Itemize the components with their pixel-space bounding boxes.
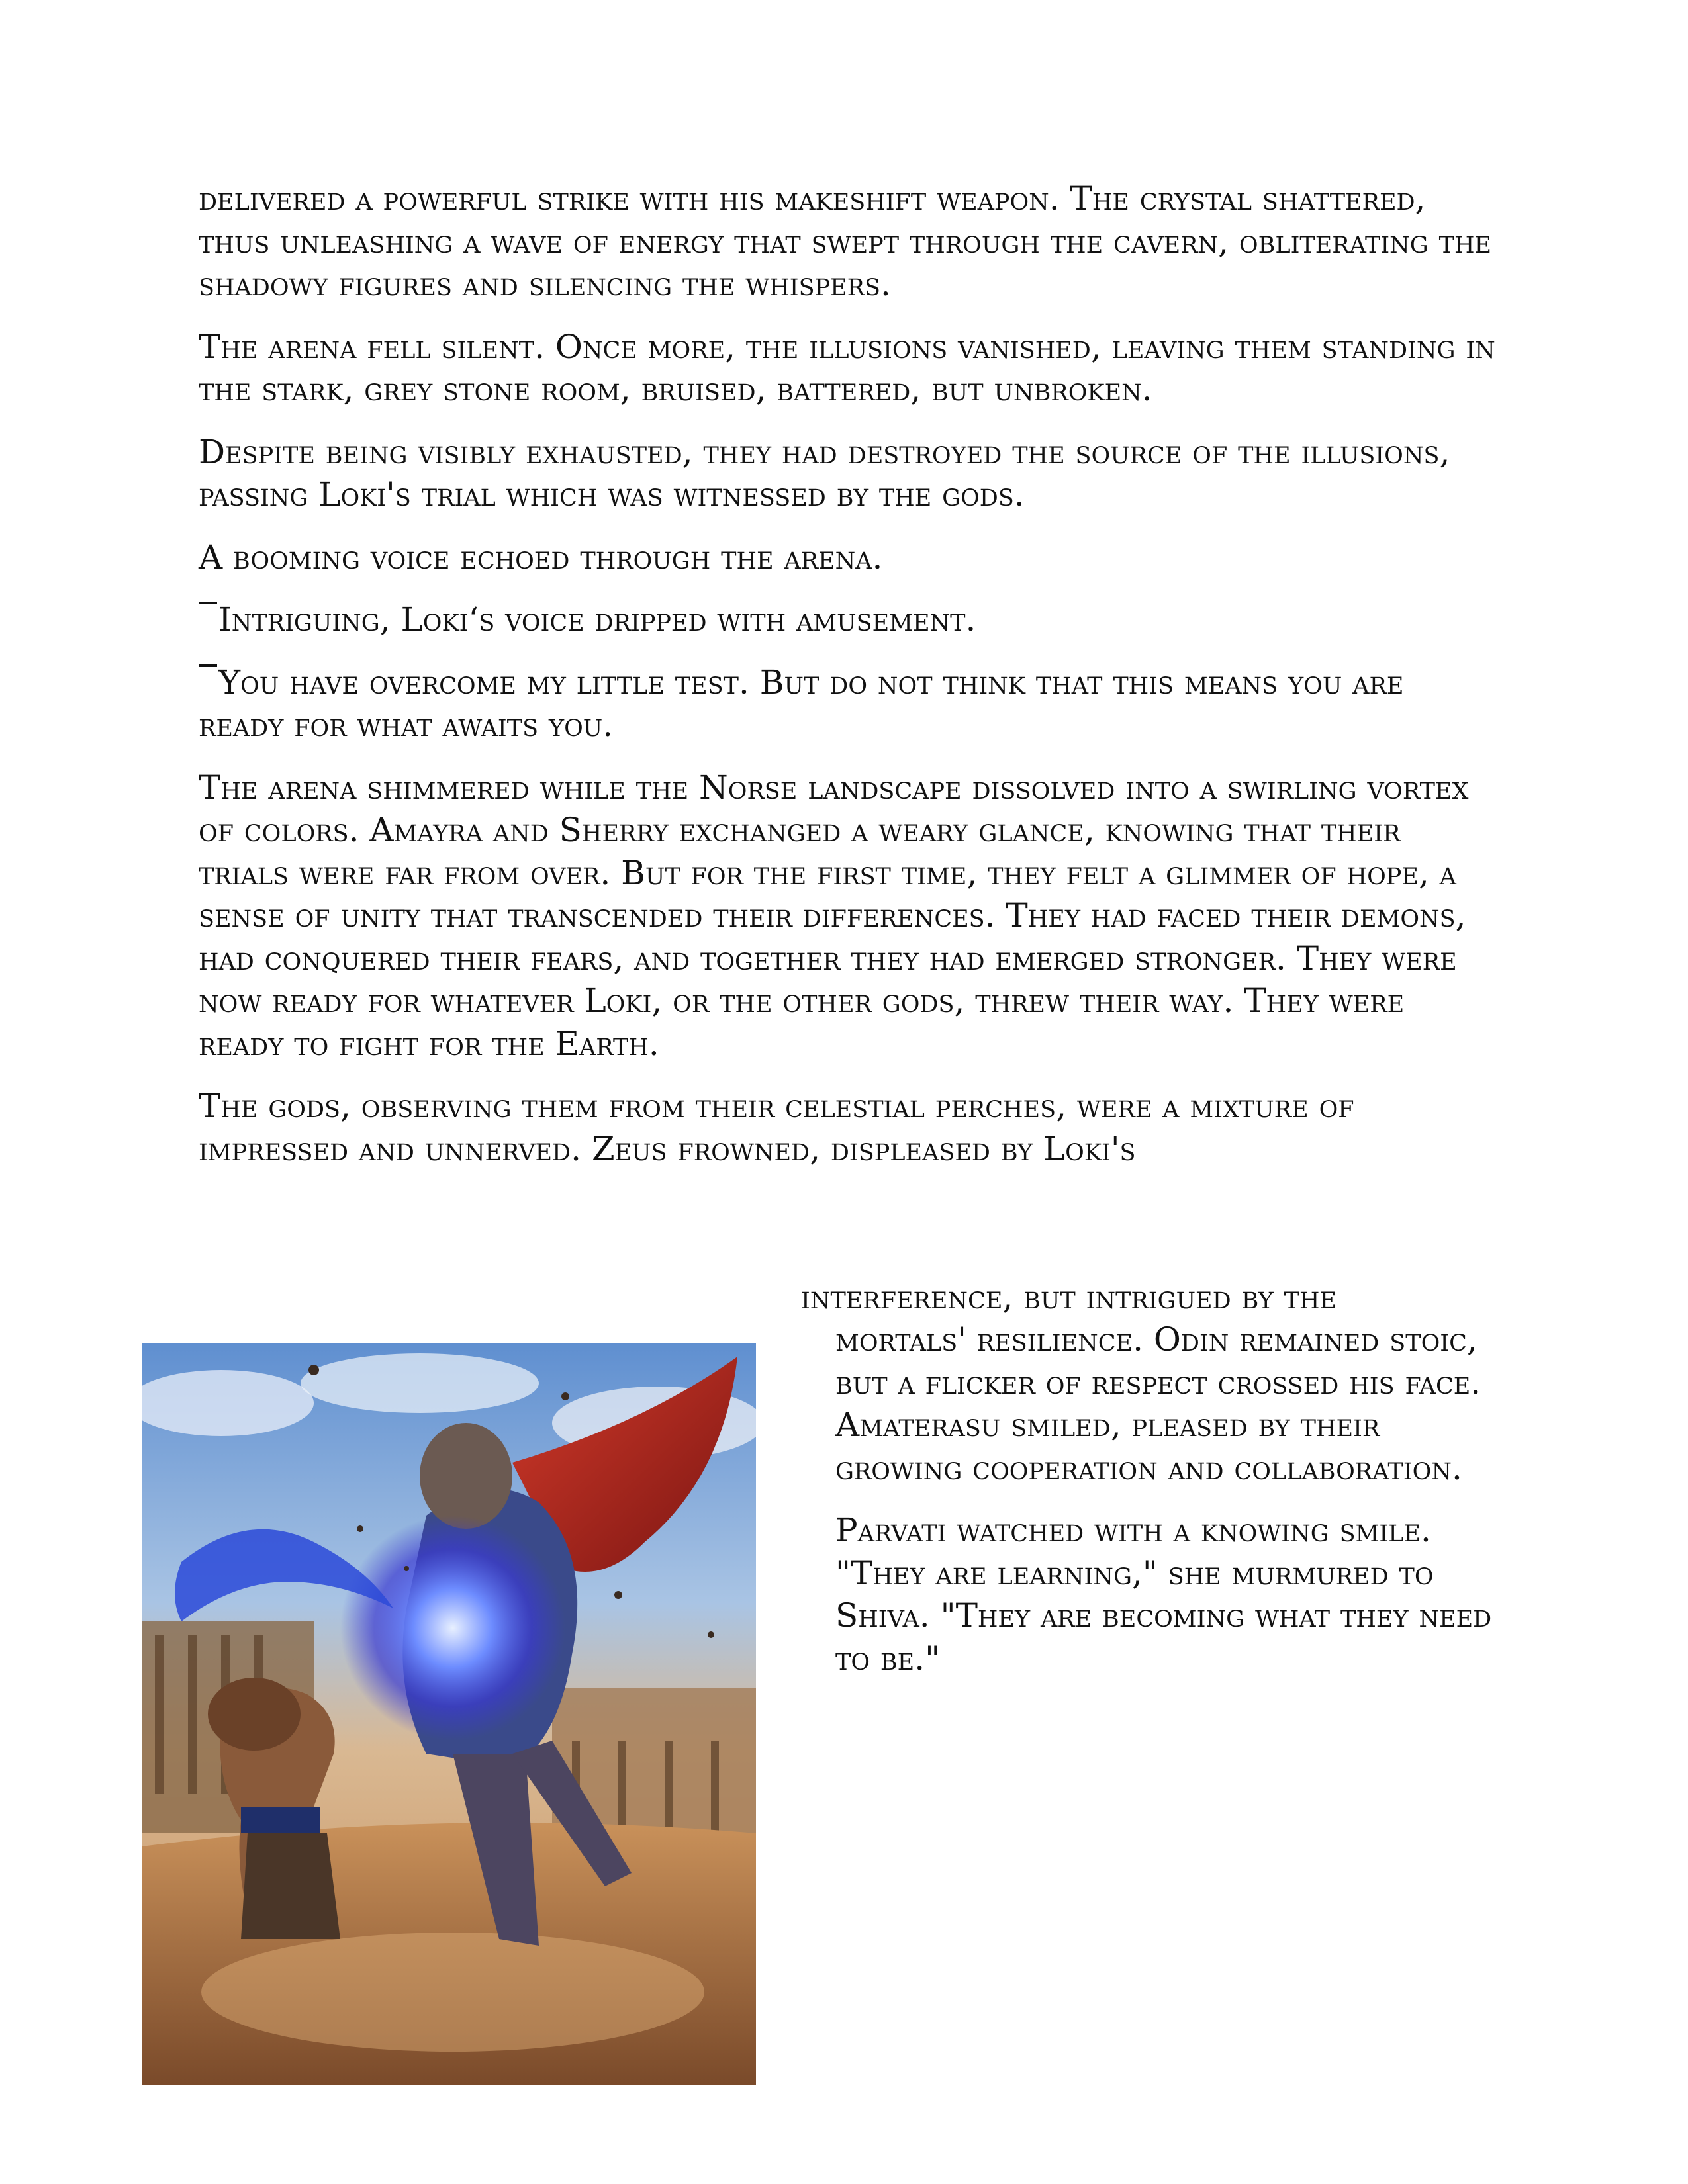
paragraph-5 [199, 598, 1496, 641]
paragraph-7: The arena shimmered while the Norse landscape dissolved into a swirling vortex of colors. Amayra and Sherry exchanged a weary glance, knowing that their trials were far from over. But for the first time, they felt a glimmer of hope, a sense of unity that transcended their differences. They had faced their demons, had conquered their fears, and together they had emerged stronger. They were now ready for whatever Loki, or the other gods, threw their way. They were ready to fight for the Earth. [199, 768, 1469, 1063]
illustration-art [142, 1343, 756, 2085]
paragraph-5-text: Intriguing, Loki‘s voice dripped with amusement. [218, 600, 976, 639]
arena-battle-illustration [142, 1343, 756, 2085]
side-text-column [835, 1318, 1497, 1700]
paragraph-6 [199, 661, 1496, 747]
paragraph-6-text: You have overcome my little test. But do not think that this means you are ready for what awaits you. [199, 662, 1404, 744]
paragraph-4: A booming voice echoed through the arena. [199, 537, 883, 576]
dash-mark [199, 664, 217, 667]
main-text-column [199, 177, 1496, 1190]
side-paragraph-2: Parvati watched with a knowing smile. "They are learning," she murmured to Shiva. "They are becoming what they need to be." [835, 1511, 1492, 1678]
paragraph-3: Despite being visibly exhausted, they had destroyed the source of the illusions, passing Loki's trial which was witnessed by the gods. [199, 432, 1450, 514]
side-paragraph-1: mortals' resilience. Odin remained stoic, but a flicker of respect crossed his face. Amaterasu smiled, pleased by their growing cooperation and collaboration. [835, 1320, 1481, 1487]
paragraph-1: delivered a powerful strike with his makeshift weapon. The crystal shattered, thus unleashing a wave of energy that swept through the cavern, obliterating the shadowy figures and silencing the whispers. [199, 179, 1492, 303]
wrap-lead-line: interference, but intrigued by the [801, 1278, 1337, 1316]
paragraph-8: The gods, observing them from their celestial perches, were a mixture of impressed and unnerved. Zeus frowned, displeased by Loki's [199, 1087, 1354, 1168]
paragraph-2: The arena fell silent. Once more, the illusions vanished, leaving them standing in the stark, grey stone room, bruised, battered, but unbroken. [199, 327, 1495, 408]
dash-mark [199, 602, 217, 604]
